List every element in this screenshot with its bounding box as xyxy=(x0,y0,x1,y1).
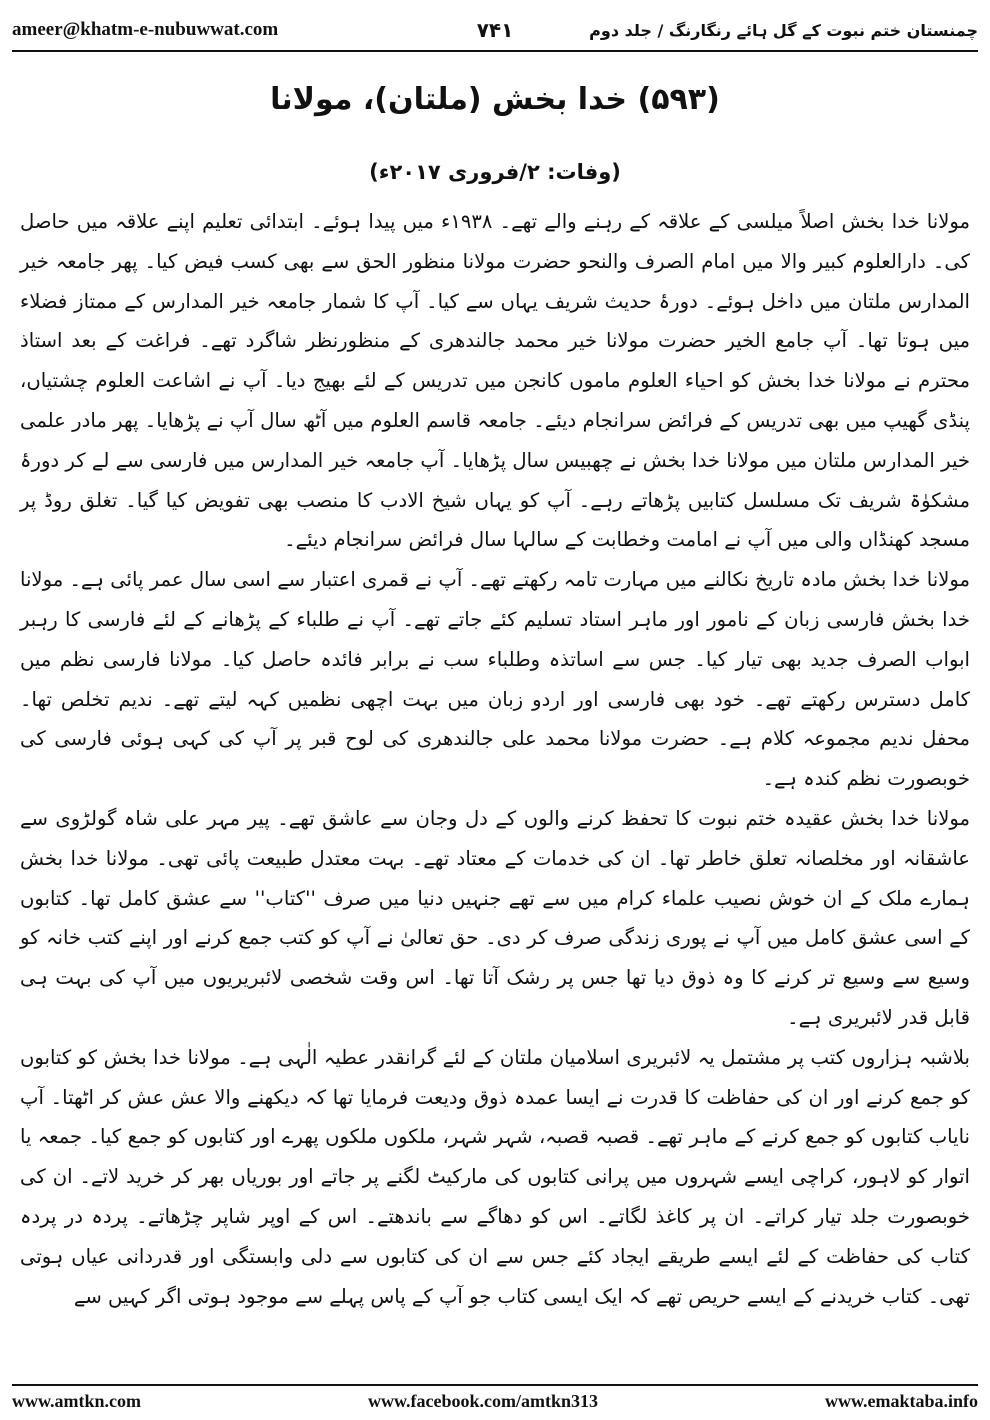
footer-link-right[interactable]: www.emaktaba.info xyxy=(824,1390,978,1411)
death-date: (وفات: ۲/فروری ۲۰۱۷ء) xyxy=(369,160,621,184)
paragraph: بلاشبہ ہزاروں کتب پر مشتمل یہ لائبریری اسلامیان ملتان کے لئے گرانقدر عطیہ الٰہی ہے۔ مولانا خدا بخش کو کتابوں کو جمع کرنے اور ان کی حفاظت کا قدرت نے ایسا عمدہ ذوق ودیعت فرمایا تھا کہ دیکھنے والا عش عش کر اٹھتا۔ آپ نایاب کتابوں کو جمع کرنے کے ماہر تھے۔ قصبہ قصبہ، شہر شہر، ملکوں ملکوں پھرے اور کتابوں کو جمع کیا۔ جمعہ یا اتوار کو لاہور، کراچی ایسے شہروں میں پرانی کتابوں کی مارکیٹ لگنے پر جاتے اور بوریاں بھر کر خرید لاتے۔ ان کی خوبصورت جلد تیار کراتے۔ ان پر کاغذ لگاتے۔ اس کو دھاگے سے باندھتے۔ اس کے اوپر شاپر چڑھاتے۔ پردہ در پردہ کتاب کی حفاظت کے لئے ایسے طریقے ایجاد کئے جس سے ان کی کتابوں سے دلی وابستگی اور قدردانی عیاں ہوتی تھی۔ کتاب خریدنے کے ایسے حریص تھے کہ ایک ایسی کتاب جو آپ کے پاس پہلے سے موجود ہوتی اگر کہیں سے xyxy=(20,1045,970,1308)
paragraph: مولانا خدا بخش مادہ تاریخ نکالنے میں مہارت تامہ رکھتے تھے۔ آپ نے قمری اعتبار سے اسی سال عمر پائی ہے۔ مولانا خدا بخش فارسی زبان کے نامور اور ماہر استاد تسلیم کئے جاتے تھے۔ آپ نے طلباء کے پڑھانے کے لئے فارسی کا رہبر ابواب الصرف جدید بھی تیار کیا۔ جس سے اساتذہ وطلباء سب نے برابر فائدہ حاصل کیا۔ مولانا فارسی نظم میں کامل دسترس رکھتے تھے۔ خود بھی فارسی اور اردو زبان میں بہت اچھی نظمیں کہہ لیتے تھے۔ ندیم تخلص تھا۔ محفل ندیم مجموعہ کلام ہے۔ حضرت مولانا محمد علی جالندھری کی لوح قبر پر آپ کی کہی ہوئی فارسی کی خوبصورت نظم کندہ ہے۔ xyxy=(20,568,970,791)
footer-link-center[interactable]: www.facebook.com/amtkn313 xyxy=(367,1390,598,1411)
article-body xyxy=(20,202,970,1316)
book-title: چمنستان ختم نبوت کے گل ہائے رنگارنگ / جلد دوم xyxy=(589,20,978,40)
paragraph: مولانا خدا بخش عقیدہ ختم نبوت کا تحفظ کرنے والوں کے دل وجان سے عاشق تھے۔ پیر مہر علی شاہ گولڑوی سے عاشقانہ اور مخلصانہ تعلق خاطر تھا۔ ان کی خدمات کے معتاد تھے۔ بہت معتدل طبیعت پائی تھی۔ مولانا خدا بخش ہمارے ملک کے ان خوش نصیب علماء کرام میں سے تھے جنہیں دنیا میں صرف ''کتاب'' سے عشق کامل تھا۔ کتابوں کے اسی عشق کامل میں آپ نے پوری زندگی صرف کر دی۔ حق تعالیٰ نے آپ کو کتب جمع کرنے اور اپنے کتب خانہ کو وسیع سے وسیع تر کرنے کا وہ ذوق دیا تھا جس پر رشک آتا تھا۔ اس وقت شخصی لائبریریوں میں آپ کی بہت ہی قابل قدر لائبریری ہے۔ xyxy=(20,806,970,1029)
footer-link-left[interactable]: www.amtkn.com xyxy=(12,1390,141,1411)
header-divider xyxy=(12,50,978,52)
footer-divider xyxy=(12,1384,978,1386)
page-header xyxy=(12,14,978,46)
header-email: ameer@khatm-e-nubuwwat.com xyxy=(12,19,279,40)
article-title: (۵۹۳) خدا بخش (ملتان)، مولانا xyxy=(270,82,720,117)
page-footer xyxy=(12,1390,978,1412)
paragraph: مولانا خدا بخش اصلاً میلسی کے علاقہ کے رہنے والے تھے۔ ۱۹۳۸ء میں پیدا ہوئے۔ ابتدائی تعلیم اپنے علاقہ میں حاصل کی۔ دارالعلوم کبیر والا میں امام الصرف والنحو حضرت مولانا منظور الحق سے بھی کسب فیض کیا۔ پھر جامعہ خیر المدارس ملتان میں داخل ہوئے۔ دورۂ حدیث شریف یہاں سے کیا۔ آپ کا شمار جامعہ خیر المدارس کے ممتاز فضلاء میں ہوتا تھا۔ آپ جامع الخیر حضرت مولانا خیر محمد جالندھری کے منظورنظر شاگرد تھے۔ فراغت کے بعد استاذ محترم نے مولانا خدا بخش کو احیاء العلوم ماموں کانجن میں تدریس کے لئے بھیج دیا۔ آپ نے اشاعت العلوم چشتیاں، پنڈی گھیپ میں بھی تدریس کے فرائض سرانجام دیئے۔ جامعہ قاسم العلوم میں آٹھ سال آپ نے پڑھایا۔ پھر مادر علمی خیر المدارس ملتان میں مولانا خدا بخش نے چھبیس سال پڑھایا۔ آپ جامعہ خیر المدارس میں فارسی سے لے کر دورۂ مشکوٰۃ شریف تک مسلسل کتابیں پڑھاتے رہے۔ آپ کو یہاں شیخ الادب کا منصب بھی تفویض کیا گیا۔ تغلق روڈ پر مسجد کھنڈاں والی میں آپ نے امامت وخطابت کے سالہا سال فرائض سرانجام دیئے۔ xyxy=(20,210,970,552)
page-number: ۷۴۱ xyxy=(476,18,514,42)
